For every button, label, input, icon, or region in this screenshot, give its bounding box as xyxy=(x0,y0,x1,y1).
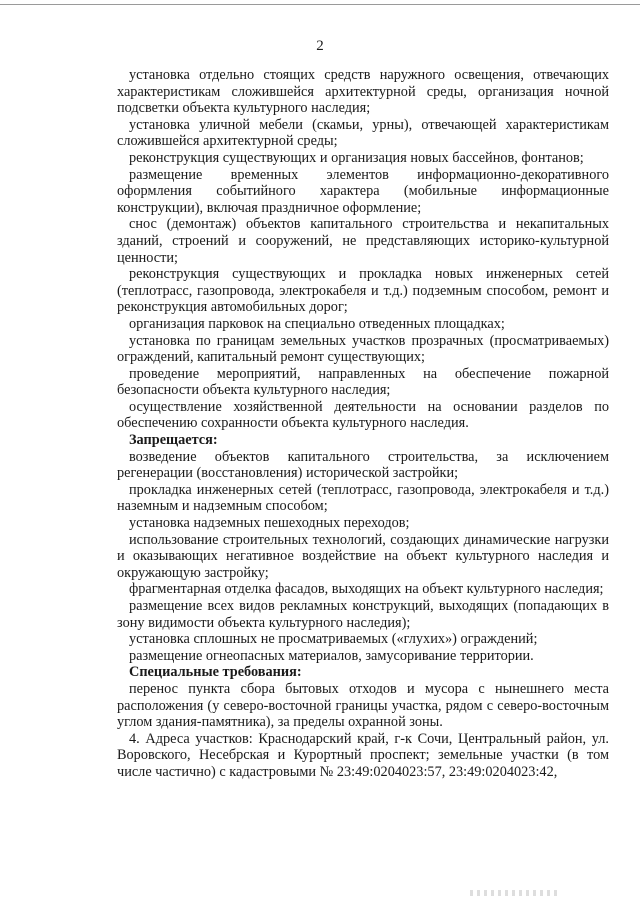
paragraph: прокладка инженерных сетей (теплотрасс, газопровода, электрокабеля и т.д.) наземным и надземным способом; xyxy=(117,481,609,515)
paragraph: размещение всех видов рекламных конструкций, выходящих (попадающих в зону видимости объекта культурного наследия); xyxy=(117,598,609,631)
top-rule xyxy=(0,4,640,5)
section-heading: Запрещается: xyxy=(129,432,218,449)
paragraph: размещение огнеопасных материалов, замусоривание территории. xyxy=(129,647,534,664)
scan-artifact xyxy=(470,890,560,896)
paragraph: фрагментарная отделка фасадов, выходящих на объект культурного наследия; xyxy=(129,581,604,598)
paragraph: возведение объектов капитального строительства, за исключением регенерации (восстановления) исторической застройки; xyxy=(117,448,609,482)
paragraph: размещение временных элементов информационно-декоративного оформления событийного характера (мобильные информационные конструкции), включая праздничное оформление; xyxy=(117,166,609,216)
paragraph: установка по границам земельных участков прозрачных (просматриваемых) ограждений, капитальный ремонт существующих; xyxy=(117,332,609,366)
paragraph: реконструкция существующих и прокладка новых инженерных сетей (теплотрасс, газопровода, электрокабеля и т.д.) подземным способом, ремонт и реконструкция автомобильных дорог; xyxy=(117,266,609,316)
document-body xyxy=(117,67,609,781)
paragraph: использование строительных технологий, создающих динамические нагрузки и оказывающих негативное воздействие на объект культурного наследия и окружающую застройку; xyxy=(117,531,609,581)
paragraph: организация парковок на специально отведенных площадках; xyxy=(129,315,505,332)
section-heading: Специальные требования: xyxy=(129,664,302,681)
paragraph: установка уличной мебели (скамьи, урны), отвечающей характеристикам сложившейся архитектурной среды; xyxy=(117,116,609,150)
paragraph: установка сплошных не просматриваемых («глухих») ограждений; xyxy=(129,631,538,648)
paragraph: снос (демонтаж) объектов капитального строительства и некапитальных зданий, строений и сооружений, не представляющих историко-культурной ценности; xyxy=(117,216,609,266)
paragraph: 4. Адреса участков: Краснодарский край, г-к Сочи, Центральный район, ул. Воровского, Несебрская и Курортный проспект; земельные участки (в том числе частично) с кадастровыми № 23:49:0204023:57, 23:49:0204023:42, xyxy=(117,730,609,780)
paragraph: установка отдельно стоящих средств наружного освещения, отвечающих характеристикам сложившейся архитектурной среды, организация ночной подсветки объекта культурного наследия; xyxy=(117,67,609,117)
paragraph: проведение мероприятий, направленных на обеспечение пожарной безопасности объекта культурного наследия; xyxy=(117,365,609,399)
paragraph: перенос пункта сбора бытовых отходов и мусора с нынешнего места расположения (у северо-восточной границы участка, рядом с северо-восточным углом здания-памятника), за пределы охранной зоны. xyxy=(117,680,609,731)
paragraph: установка надземных пешеходных переходов; xyxy=(129,515,410,532)
page-number: 2 xyxy=(316,38,324,54)
paragraph: осуществление хозяйственной деятельности на основании разделов по обеспечению сохранности объекта культурного наследия. xyxy=(117,398,609,432)
paragraph: реконструкция существующих и организация новых бассейнов, фонтанов; xyxy=(129,149,584,166)
